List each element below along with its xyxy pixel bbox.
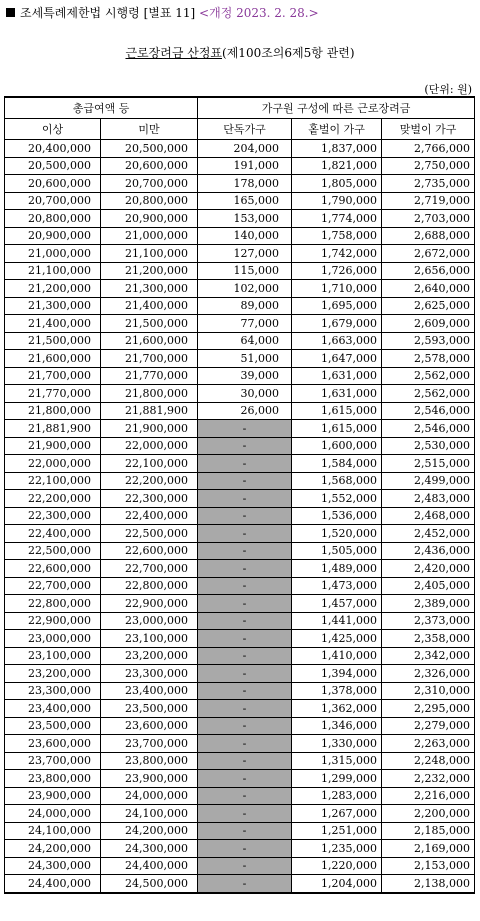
- table-row: [5, 472, 475, 490]
- table-cell: 1,790,000: [292, 192, 382, 210]
- table-cell: 2,358,000: [382, 630, 475, 648]
- table-cell: -: [198, 822, 292, 840]
- table-cell: 2,546,000: [382, 402, 475, 420]
- table-cell: 1,615,000: [292, 402, 382, 420]
- column-header-row: [5, 119, 475, 140]
- table-cell: 21,600,000: [5, 350, 101, 368]
- table-row: [5, 350, 475, 368]
- table-cell: 2,420,000: [382, 560, 475, 578]
- table-row: [5, 735, 475, 753]
- table-cell: -: [198, 455, 292, 473]
- table-cell: 178,000: [198, 175, 292, 193]
- table-cell: 51,000: [198, 350, 292, 368]
- table-cell: 24,300,000: [5, 857, 101, 875]
- table-row: [5, 175, 475, 193]
- table-cell: 23,200,000: [5, 665, 101, 683]
- table-cell: -: [198, 525, 292, 543]
- table-cell: 23,600,000: [101, 717, 198, 735]
- table-cell: 1,726,000: [292, 262, 382, 280]
- table-cell: 1,505,000: [292, 542, 382, 560]
- table-row: [5, 857, 475, 875]
- table-cell: 21,900,000: [101, 420, 198, 438]
- table-cell: -: [198, 472, 292, 490]
- table-cell: 23,900,000: [101, 770, 198, 788]
- group-header-household: 가구원 구성에 따른 근로장려금: [198, 97, 475, 119]
- table-cell: 22,100,000: [5, 472, 101, 490]
- table-cell: 2,562,000: [382, 367, 475, 385]
- table-cell: 24,300,000: [101, 840, 198, 858]
- table-cell: 1,425,000: [292, 630, 382, 648]
- title-main: 근로장려금 산정표: [125, 46, 223, 60]
- table-cell: 1,615,000: [292, 420, 382, 438]
- table-cell: 23,300,000: [5, 682, 101, 700]
- table-cell: 2,138,000: [382, 875, 475, 893]
- table-row: [5, 875, 475, 893]
- table-cell: 2,640,000: [382, 280, 475, 298]
- table-cell: 2,373,000: [382, 612, 475, 630]
- group-header-income: 총급여액 등: [5, 97, 198, 119]
- table-row: [5, 262, 475, 280]
- table-cell: 21,000,000: [101, 227, 198, 245]
- table-cell: 23,800,000: [101, 752, 198, 770]
- table-row: [5, 822, 475, 840]
- table-cell: 2,342,000: [382, 647, 475, 665]
- table-cell: 204,000: [198, 140, 292, 158]
- table-cell: -: [198, 542, 292, 560]
- table-row: [5, 437, 475, 455]
- table-cell: 22,800,000: [101, 577, 198, 595]
- table-cell: -: [198, 717, 292, 735]
- table-cell: 39,000: [198, 367, 292, 385]
- table-cell: 2,703,000: [382, 210, 475, 228]
- table-cell: 22,400,000: [101, 507, 198, 525]
- law-name: 조세특례제한법 시행령: [20, 6, 140, 20]
- column-header: 맞벌이 가구: [382, 119, 475, 140]
- table-cell: 21,881,900: [5, 420, 101, 438]
- table-cell: 77,000: [198, 315, 292, 333]
- table-row: [5, 192, 475, 210]
- table-cell: 23,400,000: [101, 682, 198, 700]
- table-cell: 24,500,000: [101, 875, 198, 893]
- table-row: [5, 840, 475, 858]
- unit-label: (단위: 원): [424, 83, 472, 96]
- table-cell: 21,100,000: [5, 262, 101, 280]
- table-row: [5, 682, 475, 700]
- table-cell: 24,200,000: [101, 822, 198, 840]
- table-body: [5, 140, 475, 893]
- table-cell: 2,750,000: [382, 157, 475, 175]
- table-cell: 22,200,000: [101, 472, 198, 490]
- table-cell: 23,000,000: [101, 612, 198, 630]
- table-row: [5, 332, 475, 350]
- table-cell: 2,515,000: [382, 455, 475, 473]
- table-cell: -: [198, 612, 292, 630]
- table-cell: 20,600,000: [101, 157, 198, 175]
- table-cell: 2,248,000: [382, 752, 475, 770]
- column-header: 홑벌이 가구: [292, 119, 382, 140]
- table-cell: 2,578,000: [382, 350, 475, 368]
- table-cell: 21,500,000: [101, 315, 198, 333]
- table-cell: 21,300,000: [101, 280, 198, 298]
- table-cell: 21,770,000: [101, 367, 198, 385]
- table-cell: 21,881,900: [101, 402, 198, 420]
- table-cell: 1,631,000: [292, 385, 382, 403]
- table-cell: 1,315,000: [292, 752, 382, 770]
- table-cell: 2,766,000: [382, 140, 475, 158]
- table-cell: 1,631,000: [292, 367, 382, 385]
- table-row: [5, 385, 475, 403]
- table-cell: 2,263,000: [382, 735, 475, 753]
- table-cell: -: [198, 682, 292, 700]
- table-cell: 22,600,000: [5, 560, 101, 578]
- table-cell: 1,362,000: [292, 700, 382, 718]
- table-cell: 23,500,000: [5, 717, 101, 735]
- table-cell: 1,473,000: [292, 577, 382, 595]
- table-cell: 23,000,000: [5, 630, 101, 648]
- table-row: [5, 140, 475, 158]
- table-cell: 20,600,000: [5, 175, 101, 193]
- table-cell: 89,000: [198, 297, 292, 315]
- table-cell: 2,499,000: [382, 472, 475, 490]
- table-row: [5, 577, 475, 595]
- table-cell: 1,663,000: [292, 332, 382, 350]
- incentive-table: [4, 96, 475, 894]
- table-cell: 20,900,000: [101, 210, 198, 228]
- table-cell: 1,742,000: [292, 245, 382, 263]
- table-row: [5, 595, 475, 613]
- table-row: [5, 210, 475, 228]
- table-cell: 22,000,000: [101, 437, 198, 455]
- table-cell: 1,568,000: [292, 472, 382, 490]
- table-cell: 2,625,000: [382, 297, 475, 315]
- table-cell: 127,000: [198, 245, 292, 263]
- table-cell: 21,700,000: [5, 367, 101, 385]
- table-cell: 24,400,000: [101, 857, 198, 875]
- table-cell: 22,300,000: [5, 507, 101, 525]
- table-cell: 1,283,000: [292, 787, 382, 805]
- table-cell: 21,770,000: [5, 385, 101, 403]
- table-row: [5, 402, 475, 420]
- table-cell: 21,700,000: [101, 350, 198, 368]
- table-cell: 21,300,000: [5, 297, 101, 315]
- table-cell: 21,500,000: [5, 332, 101, 350]
- table-cell: 23,100,000: [5, 647, 101, 665]
- table-cell: 1,520,000: [292, 525, 382, 543]
- table-cell: 1,220,000: [292, 857, 382, 875]
- table-row: [5, 455, 475, 473]
- table-cell: 22,200,000: [5, 490, 101, 508]
- table-row: [5, 770, 475, 788]
- table-cell: 1,584,000: [292, 455, 382, 473]
- table-cell: 1,536,000: [292, 507, 382, 525]
- column-header: 이상: [5, 119, 101, 140]
- table-cell: 22,400,000: [5, 525, 101, 543]
- table-cell: 30,000: [198, 385, 292, 403]
- table-cell: 20,500,000: [101, 140, 198, 158]
- table-cell: 24,100,000: [101, 805, 198, 823]
- table-cell: 23,400,000: [5, 700, 101, 718]
- table-cell: -: [198, 735, 292, 753]
- table-cell: 20,800,000: [101, 192, 198, 210]
- table-cell: -: [198, 595, 292, 613]
- table-cell: 1,330,000: [292, 735, 382, 753]
- table-cell: 2,216,000: [382, 787, 475, 805]
- table-row: [5, 787, 475, 805]
- table-cell: 2,389,000: [382, 595, 475, 613]
- table-cell: 23,600,000: [5, 735, 101, 753]
- table-cell: 1,394,000: [292, 665, 382, 683]
- column-header: 미만: [101, 119, 198, 140]
- table-row: [5, 612, 475, 630]
- table-cell: 2,468,000: [382, 507, 475, 525]
- table-cell: 153,000: [198, 210, 292, 228]
- table-row: [5, 752, 475, 770]
- table-row: [5, 647, 475, 665]
- table-cell: 2,593,000: [382, 332, 475, 350]
- appendix-label: [별표 11]: [143, 6, 196, 20]
- table-cell: 1,758,000: [292, 227, 382, 245]
- table-cell: -: [198, 700, 292, 718]
- table-cell: 21,200,000: [5, 280, 101, 298]
- table-cell: 23,500,000: [101, 700, 198, 718]
- table-cell: 23,700,000: [5, 752, 101, 770]
- table-cell: 21,200,000: [101, 262, 198, 280]
- table-cell: 20,900,000: [5, 227, 101, 245]
- table-cell: 1,774,000: [292, 210, 382, 228]
- table-cell: 22,700,000: [101, 560, 198, 578]
- table-row: [5, 700, 475, 718]
- table-cell: 2,279,000: [382, 717, 475, 735]
- table-cell: 1,837,000: [292, 140, 382, 158]
- table-cell: 2,719,000: [382, 192, 475, 210]
- table-cell: 24,200,000: [5, 840, 101, 858]
- table-cell: 21,400,000: [101, 297, 198, 315]
- table-row: [5, 805, 475, 823]
- table-cell: 26,000: [198, 402, 292, 420]
- table-cell: 2,436,000: [382, 542, 475, 560]
- table-cell: 21,100,000: [101, 245, 198, 263]
- table-cell: 20,500,000: [5, 157, 101, 175]
- title-sub: (제100조의6제5항 관련): [222, 46, 355, 60]
- table-cell: 1,251,000: [292, 822, 382, 840]
- table-cell: 22,000,000: [5, 455, 101, 473]
- table-cell: -: [198, 665, 292, 683]
- table-cell: -: [198, 875, 292, 893]
- table-cell: -: [198, 420, 292, 438]
- table-cell: 140,000: [198, 227, 292, 245]
- table-cell: 24,000,000: [101, 787, 198, 805]
- table-cell: 1,821,000: [292, 157, 382, 175]
- table-cell: 2,295,000: [382, 700, 475, 718]
- table-cell: 1,378,000: [292, 682, 382, 700]
- table-cell: 24,000,000: [5, 805, 101, 823]
- table-cell: 1,805,000: [292, 175, 382, 193]
- table-cell: 2,609,000: [382, 315, 475, 333]
- table-cell: -: [198, 805, 292, 823]
- table-cell: 21,600,000: [101, 332, 198, 350]
- table-cell: 21,900,000: [5, 437, 101, 455]
- table-cell: 24,400,000: [5, 875, 101, 893]
- table-cell: 23,100,000: [101, 630, 198, 648]
- table-cell: 2,483,000: [382, 490, 475, 508]
- table-cell: 24,100,000: [5, 822, 101, 840]
- table-row: [5, 717, 475, 735]
- table-cell: 2,656,000: [382, 262, 475, 280]
- table-row: [5, 630, 475, 648]
- table-cell: 1,235,000: [292, 840, 382, 858]
- table-cell: 102,000: [198, 280, 292, 298]
- table-cell: 23,700,000: [101, 735, 198, 753]
- table-cell: 2,530,000: [382, 437, 475, 455]
- table-cell: 22,100,000: [101, 455, 198, 473]
- table-cell: -: [198, 840, 292, 858]
- table-row: [5, 157, 475, 175]
- table-cell: 1,299,000: [292, 770, 382, 788]
- table-cell: 22,900,000: [101, 595, 198, 613]
- table-cell: 22,300,000: [101, 490, 198, 508]
- table-row: [5, 297, 475, 315]
- table-cell: 2,735,000: [382, 175, 475, 193]
- table-row: [5, 665, 475, 683]
- document-title: [0, 44, 480, 61]
- table-cell: 22,800,000: [5, 595, 101, 613]
- table-cell: 20,700,000: [5, 192, 101, 210]
- table-cell: 22,500,000: [5, 542, 101, 560]
- table-cell: 23,200,000: [101, 647, 198, 665]
- table-cell: -: [198, 437, 292, 455]
- table-cell: 23,800,000: [5, 770, 101, 788]
- table-cell: 191,000: [198, 157, 292, 175]
- table-cell: 22,600,000: [101, 542, 198, 560]
- table-cell: 21,800,000: [101, 385, 198, 403]
- table-cell: 1,489,000: [292, 560, 382, 578]
- table-cell: 115,000: [198, 262, 292, 280]
- table-cell: 2,310,000: [382, 682, 475, 700]
- table-row: [5, 507, 475, 525]
- table-cell: 64,000: [198, 332, 292, 350]
- table-cell: 2,452,000: [382, 525, 475, 543]
- square-bullet-icon: [6, 8, 15, 17]
- table-cell: 2,562,000: [382, 385, 475, 403]
- table-cell: 1,695,000: [292, 297, 382, 315]
- table-cell: 22,500,000: [101, 525, 198, 543]
- revision-note: <개정 2023. 2. 28.>: [199, 6, 319, 20]
- table-cell: 1,710,000: [292, 280, 382, 298]
- table-cell: 1,441,000: [292, 612, 382, 630]
- table-row: [5, 227, 475, 245]
- table-cell: 1,204,000: [292, 875, 382, 893]
- table-cell: 2,326,000: [382, 665, 475, 683]
- table-cell: 21,400,000: [5, 315, 101, 333]
- table-cell: 2,200,000: [382, 805, 475, 823]
- table-row: [5, 280, 475, 298]
- table-row: [5, 490, 475, 508]
- table-cell: 1,679,000: [292, 315, 382, 333]
- table-cell: 21,800,000: [5, 402, 101, 420]
- table-cell: 20,400,000: [5, 140, 101, 158]
- table-cell: 2,688,000: [382, 227, 475, 245]
- table-cell: 1,410,000: [292, 647, 382, 665]
- table-row: [5, 245, 475, 263]
- table-row: [5, 367, 475, 385]
- table-cell: 1,346,000: [292, 717, 382, 735]
- table-cell: 2,185,000: [382, 822, 475, 840]
- table-cell: -: [198, 630, 292, 648]
- table-cell: 21,000,000: [5, 245, 101, 263]
- table-row: [5, 420, 475, 438]
- table-cell: -: [198, 752, 292, 770]
- table-row: [5, 542, 475, 560]
- table-cell: 20,800,000: [5, 210, 101, 228]
- table-cell: 23,900,000: [5, 787, 101, 805]
- table-cell: 2,405,000: [382, 577, 475, 595]
- table-cell: 2,153,000: [382, 857, 475, 875]
- table-cell: 22,900,000: [5, 612, 101, 630]
- table-cell: 2,546,000: [382, 420, 475, 438]
- table-cell: -: [198, 507, 292, 525]
- table-row: [5, 525, 475, 543]
- table-cell: -: [198, 560, 292, 578]
- table-cell: 22,700,000: [5, 577, 101, 595]
- table-cell: -: [198, 577, 292, 595]
- table-cell: 23,300,000: [101, 665, 198, 683]
- table-row: [5, 560, 475, 578]
- table-cell: 1,267,000: [292, 805, 382, 823]
- table-cell: 1,600,000: [292, 437, 382, 455]
- table-cell: 1,647,000: [292, 350, 382, 368]
- table-cell: -: [198, 647, 292, 665]
- table-cell: -: [198, 857, 292, 875]
- table-cell: -: [198, 787, 292, 805]
- table-cell: 2,169,000: [382, 840, 475, 858]
- table-cell: 20,700,000: [101, 175, 198, 193]
- table-row: [5, 315, 475, 333]
- table-cell: 165,000: [198, 192, 292, 210]
- table-cell: -: [198, 770, 292, 788]
- table-cell: 2,672,000: [382, 245, 475, 263]
- table-cell: 1,552,000: [292, 490, 382, 508]
- document-header: [6, 4, 319, 21]
- table-cell: 2,232,000: [382, 770, 475, 788]
- table-cell: -: [198, 490, 292, 508]
- column-header: 단독가구: [198, 119, 292, 140]
- table-cell: 1,457,000: [292, 595, 382, 613]
- group-header-row: [5, 97, 475, 119]
